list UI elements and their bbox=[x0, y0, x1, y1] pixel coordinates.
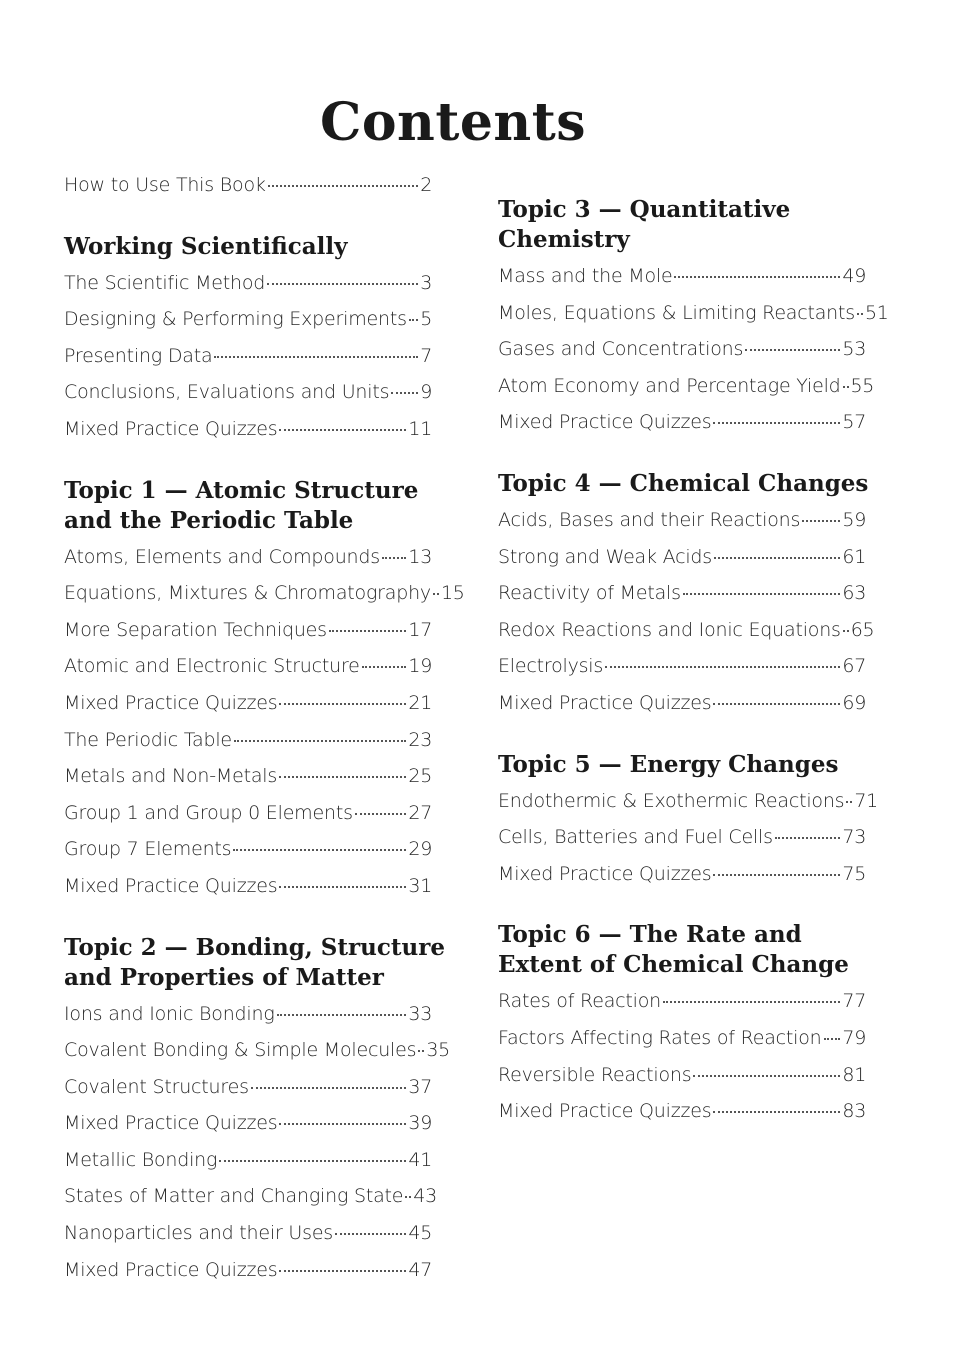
toc-entry-label: Metallic Bonding bbox=[64, 1148, 218, 1171]
toc-entry-page: 43 bbox=[413, 1185, 437, 1208]
toc-entry-label: Mixed Practice Quizzes bbox=[498, 411, 712, 434]
toc-entry[interactable] bbox=[498, 615, 875, 652]
toc-entry[interactable] bbox=[64, 341, 432, 378]
toc-entry-page: 71 bbox=[854, 789, 878, 812]
toc-entry-page: 75 bbox=[842, 862, 866, 885]
toc-entry-label: Mass and the Mole bbox=[498, 265, 673, 287]
toc-entry-label: Designing & Performing Experiments bbox=[64, 308, 407, 331]
dot-leader bbox=[418, 1050, 424, 1052]
toc-entry-label: Covalent Bonding & Simple Molecules bbox=[64, 1039, 417, 1062]
section-heading-line: Topic 2 — Bonding, Structure bbox=[64, 933, 445, 961]
toc-entry-page: 7 bbox=[420, 344, 432, 367]
toc-entry-page: 59 bbox=[842, 508, 866, 531]
toc-entry[interactable] bbox=[64, 999, 432, 1036]
dot-leader bbox=[713, 703, 840, 705]
section-heading-line: Chemistry bbox=[498, 226, 630, 253]
toc-entry-label: States of Matter and Changing State bbox=[64, 1185, 404, 1208]
dot-leader bbox=[391, 392, 418, 394]
toc-entry[interactable] bbox=[498, 786, 878, 823]
toc-entry[interactable] bbox=[64, 834, 432, 871]
left-sections bbox=[64, 232, 465, 1292]
toc-entry[interactable] bbox=[498, 859, 866, 896]
toc-entry-label: Mixed Practice Quizzes bbox=[64, 1112, 278, 1135]
toc-entry[interactable] bbox=[64, 615, 432, 652]
toc-entry[interactable] bbox=[64, 761, 432, 798]
toc-entry-label: The Periodic Table bbox=[64, 728, 232, 751]
toc-entry-label: Mixed Practice Quizzes bbox=[498, 862, 712, 885]
section-heading bbox=[498, 469, 869, 499]
section-heading-line: and Properties of Matter bbox=[64, 963, 384, 991]
toc-entry-label: Conclusions, Evaluations and Units bbox=[64, 381, 390, 404]
dot-leader bbox=[713, 1111, 840, 1113]
toc-entry-label: Mixed Practice Quizzes bbox=[64, 874, 278, 897]
toc-entry-page: 67 bbox=[842, 655, 866, 678]
dot-leader bbox=[233, 849, 406, 851]
toc-entry-label: Metals and Non-Metals bbox=[64, 765, 278, 788]
toc-entry[interactable] bbox=[64, 1035, 450, 1072]
toc-entry[interactable] bbox=[64, 798, 432, 835]
toc-entry-label: Strong and Weak Acids bbox=[498, 545, 712, 568]
toc-entry-page: 73 bbox=[842, 826, 866, 849]
toc-entry-label: Group 1 and Group 0 Elements bbox=[64, 801, 353, 824]
section-heading-line: Topic 1 — Atomic Structure bbox=[64, 476, 419, 504]
toc-entry[interactable] bbox=[64, 414, 432, 451]
toc-entry-label: Mixed Practice Quizzes bbox=[498, 691, 712, 714]
toc-entry-page: 19 bbox=[408, 655, 432, 678]
toc-entry-page: 15 bbox=[440, 582, 465, 605]
section-heading-line: Working Scientifically bbox=[64, 232, 348, 260]
toc-entry-page: 77 bbox=[842, 990, 866, 1013]
toc-entry-label: Cells, Batteries and Fuel Cells bbox=[498, 826, 773, 849]
toc-entry[interactable] bbox=[498, 371, 875, 408]
section-heading bbox=[64, 933, 445, 993]
toc-entry[interactable] bbox=[498, 822, 866, 859]
toc-entry[interactable] bbox=[498, 1023, 866, 1060]
toc-entry-page: 61 bbox=[842, 545, 866, 568]
dot-leader bbox=[355, 813, 407, 815]
toc-entry-page: 11 bbox=[408, 417, 432, 440]
dot-leader bbox=[846, 801, 852, 803]
toc-entry[interactable] bbox=[64, 1145, 432, 1182]
toc-entry-page: 5 bbox=[420, 308, 432, 331]
toc-entry-page: 47 bbox=[408, 1258, 432, 1281]
toc-entry[interactable] bbox=[498, 1096, 866, 1133]
toc-entry-page: 29 bbox=[408, 838, 432, 861]
dot-leader bbox=[279, 776, 406, 778]
toc-entry[interactable] bbox=[64, 651, 432, 688]
dot-leader bbox=[843, 386, 849, 388]
dot-leader bbox=[234, 740, 407, 742]
toc-entry-page: 27 bbox=[408, 801, 432, 824]
toc-entry[interactable] bbox=[498, 1060, 866, 1097]
dot-leader bbox=[251, 1087, 407, 1089]
toc-entry[interactable] bbox=[498, 688, 866, 725]
toc-entry[interactable] bbox=[64, 1218, 432, 1255]
toc-entry-page: 65 bbox=[850, 618, 875, 641]
dot-leader bbox=[605, 666, 840, 668]
toc-entry-label: Presenting Data bbox=[64, 344, 213, 367]
toc-entry-label: Moles, Equations & Limiting Reactants bbox=[498, 301, 855, 324]
dot-leader bbox=[277, 1014, 407, 1016]
toc-entry-page: 55 bbox=[850, 374, 875, 397]
toc-entry-page: 41 bbox=[408, 1148, 432, 1171]
toc-entry[interactable] bbox=[64, 688, 432, 725]
dot-leader bbox=[802, 520, 840, 522]
toc-entry-page: 9 bbox=[420, 381, 432, 404]
toc-entry-label: Atomic and Electronic Structure bbox=[64, 655, 360, 678]
section-heading bbox=[498, 750, 866, 780]
page-title: Contents bbox=[319, 91, 587, 153]
toc-entry-label: Factors Affecting Rates of Reaction bbox=[498, 1026, 822, 1049]
toc-entry-page: 63 bbox=[842, 582, 866, 605]
dot-leader bbox=[405, 1196, 411, 1198]
toc-entry-page: 57 bbox=[842, 411, 866, 434]
dot-leader bbox=[745, 349, 840, 351]
dot-leader bbox=[775, 837, 841, 839]
toc-entry-page: 51 bbox=[864, 301, 889, 324]
toc-entry-page: 69 bbox=[842, 691, 866, 714]
toc-entry-page: 33 bbox=[408, 1002, 432, 1025]
toc-entry[interactable] bbox=[498, 651, 866, 688]
toc-entry-page: 39 bbox=[408, 1112, 432, 1135]
dot-leader bbox=[268, 185, 419, 187]
toc-entry[interactable] bbox=[498, 334, 866, 371]
toc-entry-page: 81 bbox=[842, 1063, 866, 1086]
toc-entry-page: 49 bbox=[842, 265, 866, 287]
dot-leader bbox=[267, 283, 418, 285]
toc-entry[interactable] bbox=[498, 505, 866, 542]
dot-leader bbox=[714, 557, 840, 559]
section-heading bbox=[64, 476, 432, 536]
dot-leader bbox=[279, 886, 406, 888]
toc-entry-label: Equations, Mixtures & Chromatography bbox=[64, 582, 431, 605]
toc-entry[interactable] bbox=[64, 1255, 432, 1292]
dot-leader bbox=[843, 630, 849, 632]
toc-entry-label: Atom Economy and Percentage Yield bbox=[498, 374, 841, 397]
dot-leader bbox=[219, 1160, 406, 1162]
toc-entry[interactable] bbox=[64, 871, 432, 908]
dot-leader bbox=[433, 593, 439, 595]
toc-entry-label: Mixed Practice Quizzes bbox=[64, 1258, 278, 1281]
toc-entry[interactable] bbox=[498, 407, 866, 444]
toc-entry[interactable] bbox=[64, 725, 432, 762]
toc-entry-page: 2 bbox=[420, 174, 432, 196]
section-heading bbox=[64, 232, 432, 262]
section-heading-line: Topic 5 — Energy Changes bbox=[498, 750, 839, 778]
toc-entry-page: 31 bbox=[408, 874, 432, 897]
toc-entry-intro[interactable] bbox=[64, 170, 432, 207]
dot-leader bbox=[713, 422, 840, 424]
dot-leader bbox=[362, 666, 407, 668]
dot-leader bbox=[663, 1001, 840, 1003]
toc-entry-page: 45 bbox=[408, 1222, 432, 1245]
toc-entry[interactable] bbox=[64, 268, 432, 305]
toc-entry[interactable] bbox=[64, 578, 465, 615]
toc-entry-label: More Separation Techniques bbox=[64, 618, 327, 641]
toc-entry-page: 21 bbox=[408, 691, 432, 714]
dot-leader bbox=[713, 874, 840, 876]
toc-entry-page: 17 bbox=[408, 618, 432, 641]
dot-leader bbox=[857, 313, 863, 315]
dot-leader bbox=[279, 1123, 406, 1125]
dot-leader bbox=[382, 557, 406, 559]
toc-entry-label: Atoms, Elements and Compounds bbox=[64, 545, 380, 568]
section-heading bbox=[498, 195, 866, 255]
dot-leader bbox=[279, 703, 406, 705]
dot-leader bbox=[824, 1038, 841, 1040]
section-heading-line: Topic 3 — Quantitative bbox=[498, 196, 791, 223]
toc-entry-label: Reactivity of Metals bbox=[498, 582, 681, 605]
toc-entry-label: Nanoparticles and their Uses bbox=[64, 1222, 334, 1245]
toc-entry-label: Reversible Reactions bbox=[498, 1063, 692, 1086]
toc-entry-label: The Scientific Method bbox=[64, 271, 266, 294]
toc-entry[interactable] bbox=[498, 542, 866, 579]
section-heading-line: and the Periodic Table bbox=[64, 506, 354, 534]
section-heading bbox=[498, 920, 866, 980]
toc-entry-page: 79 bbox=[842, 1026, 866, 1049]
right-sections bbox=[498, 195, 889, 1133]
dot-leader bbox=[674, 276, 840, 278]
toc-entry-label: Gases and Concentrations bbox=[498, 338, 744, 361]
section-heading-line: Topic 6 — The Rate and bbox=[498, 921, 802, 949]
dot-leader bbox=[409, 319, 418, 321]
toc-entry[interactable] bbox=[498, 986, 866, 1023]
toc-entry[interactable] bbox=[64, 377, 432, 414]
toc-entry-page: 83 bbox=[842, 1100, 866, 1123]
dot-leader bbox=[214, 356, 418, 358]
toc-entry-label: Mixed Practice Quizzes bbox=[64, 691, 278, 714]
toc-entry-page: 35 bbox=[426, 1039, 450, 1062]
dot-leader bbox=[329, 630, 407, 632]
toc-entry-label: Rates of Reaction bbox=[498, 990, 661, 1013]
dot-leader bbox=[683, 593, 841, 595]
toc-entry-label: Electrolysis bbox=[498, 655, 604, 678]
toc-entry-label: Ions and Ionic Bonding bbox=[64, 1002, 275, 1025]
toc-entry-label: Group 7 Elements bbox=[64, 838, 232, 861]
toc-entry[interactable] bbox=[498, 298, 889, 335]
section-heading-line: Topic 4 — Chemical Changes bbox=[498, 469, 869, 497]
toc-entry[interactable] bbox=[64, 1181, 437, 1218]
toc-entry[interactable] bbox=[64, 1072, 432, 1109]
toc-entry-label: Covalent Structures bbox=[64, 1075, 249, 1098]
toc-entry[interactable] bbox=[64, 304, 432, 341]
toc-entry-page: 37 bbox=[408, 1075, 432, 1098]
dot-leader bbox=[693, 1075, 840, 1077]
contents-right-column bbox=[498, 170, 889, 1133]
toc-entry[interactable] bbox=[498, 578, 866, 615]
dot-leader bbox=[279, 1270, 406, 1272]
toc-entry-page: 3 bbox=[420, 271, 432, 294]
toc-entry-page: 23 bbox=[408, 728, 432, 751]
toc-entry-page: 53 bbox=[842, 338, 866, 361]
toc-entry-label: Acids, Bases and their Reactions bbox=[498, 508, 801, 531]
dot-leader bbox=[335, 1233, 406, 1235]
toc-entry[interactable] bbox=[64, 542, 432, 579]
toc-entry-label: Endothermic & Exothermic Reactions bbox=[498, 789, 845, 812]
toc-entry-label: Mixed Practice Quizzes bbox=[64, 417, 278, 440]
contents-left-column bbox=[64, 170, 465, 1291]
toc-entry-label: Mixed Practice Quizzes bbox=[498, 1100, 712, 1123]
toc-entry-label: Redox Reactions and Ionic Equations bbox=[498, 618, 841, 641]
toc-entry-page: 13 bbox=[408, 545, 432, 568]
section-heading-line: Extent of Chemical Change bbox=[498, 951, 849, 979]
toc-entry-page: 25 bbox=[408, 765, 432, 788]
toc-entry[interactable] bbox=[498, 261, 866, 298]
toc-entry-label: How to Use This Book bbox=[64, 174, 266, 196]
dot-leader bbox=[279, 429, 406, 431]
toc-entry[interactable] bbox=[64, 1108, 432, 1145]
